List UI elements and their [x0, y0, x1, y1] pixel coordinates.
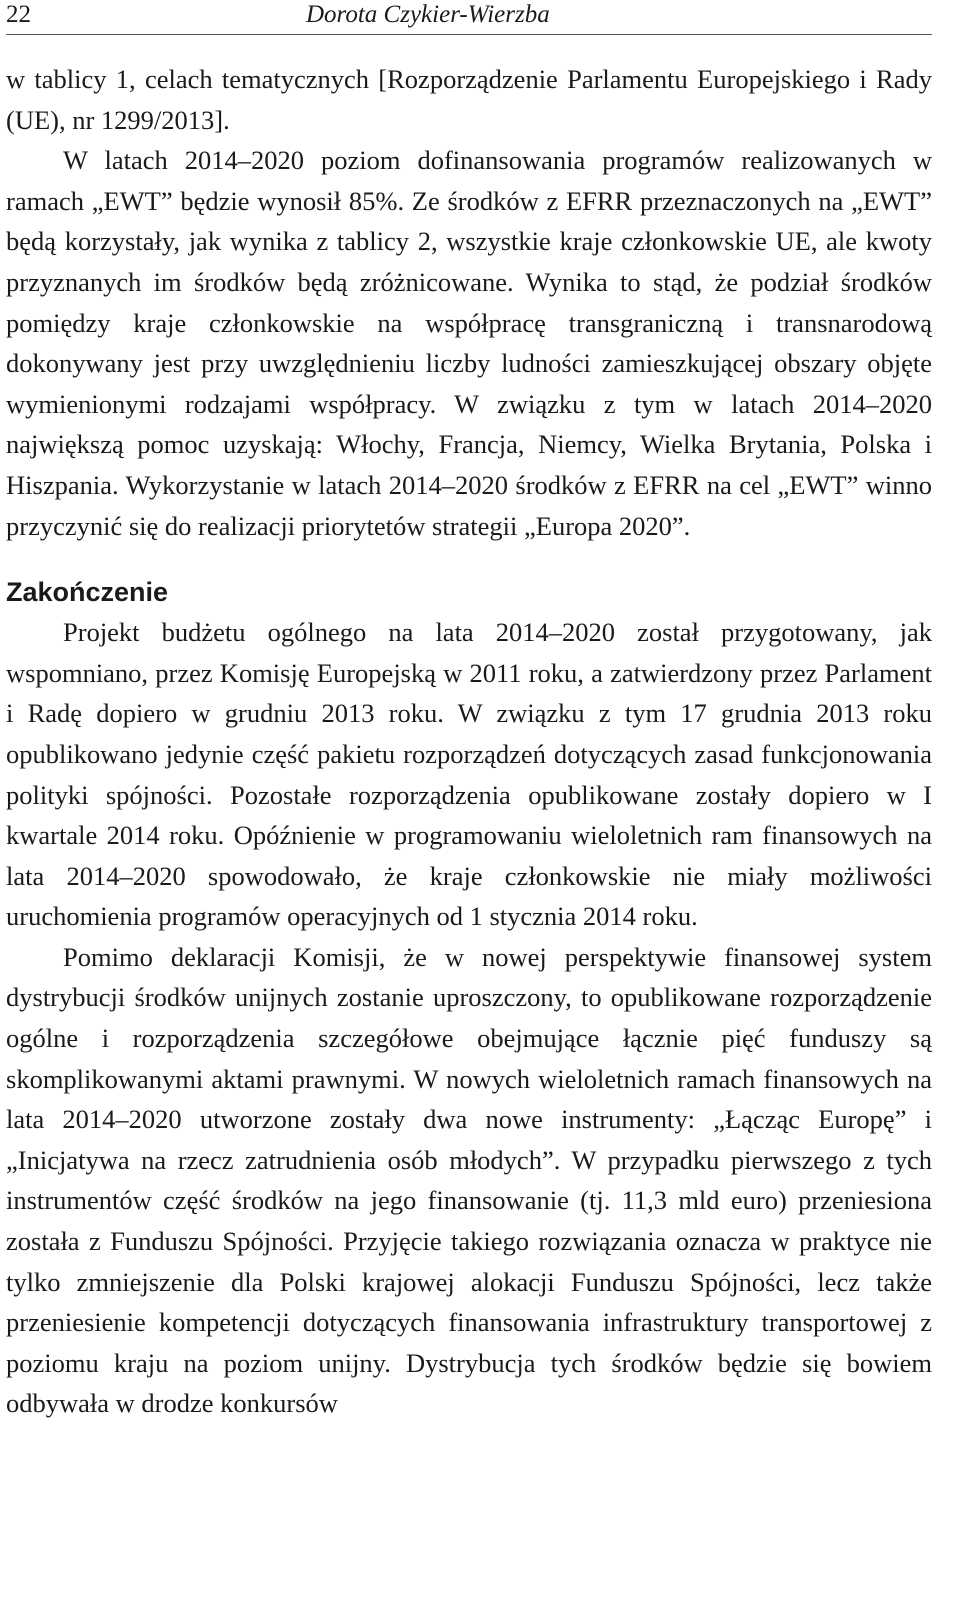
body-text	[6, 59, 932, 1424]
page-number: 22	[6, 1, 31, 28]
paragraph-continuation: w tablicy 1, celach tematycznych [Rozporządzenie Parlamentu Europejskiego i Rady (UE), nr 1299/2013].	[6, 64, 932, 135]
paragraph-budget-project: Projekt budżetu ogólnego na lata 2014–2020 został przygotowany, jak wspomniano, przez Komisję Europejską w 2011 roku, a zatwierdzony przez Parlament i Radę dopiero w grudniu 2013 roku. W związku z tym 17 grudnia 2013 roku opublikowano jedynie część pakietu rozporządzeń dotyczących zasad funkcjonowania polityki spójności. Pozostałe rozporządzenia opublikowane zostały dopiero w I kwartale 2014 roku. Opóźnienie w programowaniu wieloletnich ram finansowych na lata 2014–2020 spowodowało, że kraje członkowskie nie miały możliwości uruchomienia programów operacyjnych od 1 stycznia 2014 roku.	[6, 617, 932, 932]
paragraph-commission-declaration: Pomimo deklaracji Komisji, że w nowej perspektywie finansowej system dystrybucji środków unijnych zostanie uproszczony, to opublikowane rozporządzenie ogólne i rozporządzenia szczegółowe obejmujące łącznie pięć funduszy są skomplikowanymi aktami prawnymi. W nowych wieloletnich ramach finansowych na lata 2014–2020 utworzone zostały dwa nowe instrumenty: „Łącząc Europę” i „Inicjatywa na rzecz zatrudnienia osób młodych”. W przypadku pierwszego z tych instrumentów część środków na jego finansowanie (tj. 11,3 mld euro) przeniesiona została z Funduszu Spójności. Przyjęcie takiego rozwiązania oznacza w praktyce nie tylko zmniejszenie dla Polski krajowej alokacji Funduszu Spójności, lecz także przeniesienie kompetencji dotyczących finansowania infrastruktury transportowej z poziomu kraju na poziom unijny. Dystrybucja tych środków będzie się bowiem odbywała w drodze konkursów	[6, 941, 932, 1419]
section-heading-conclusion: Zakończenie	[6, 577, 169, 608]
paragraph-ewt-funding: W latach 2014–2020 poziom dofinansowania programów realizowanych w ramach „EWT” będzie wynosił 85%. Ze środków z EFRR przeznaczonych na „EWT” będą korzystały, jak wynika z tablicy 2, wszystkie kraje członkowskie UE, ale kwoty przyznanych im środków będą zróżnicowane. Wynika to stąd, że podział środków pomiędzy kraje członkowskie na współpracę transgraniczną i transnarodową dokonywany jest przy uwzględnieniu liczby ludności zamieszkującej obszary objęte wymienionymi rodzajami współpracy. W związku z tym w latach 2014–2020 największą pomoc uzyskają: Włochy, Francja, Niemcy, Wielka Brytania, Polska i Hiszpania. Wykorzystanie w latach 2014–2020 środków z EFRR na cel „EWT” winno przyczynić się do realizacji priorytetów strategii „Europa 2020”.	[6, 145, 932, 541]
running-header	[6, 0, 932, 35]
running-title: Dorota Czykier-Wierzba	[306, 1, 550, 28]
